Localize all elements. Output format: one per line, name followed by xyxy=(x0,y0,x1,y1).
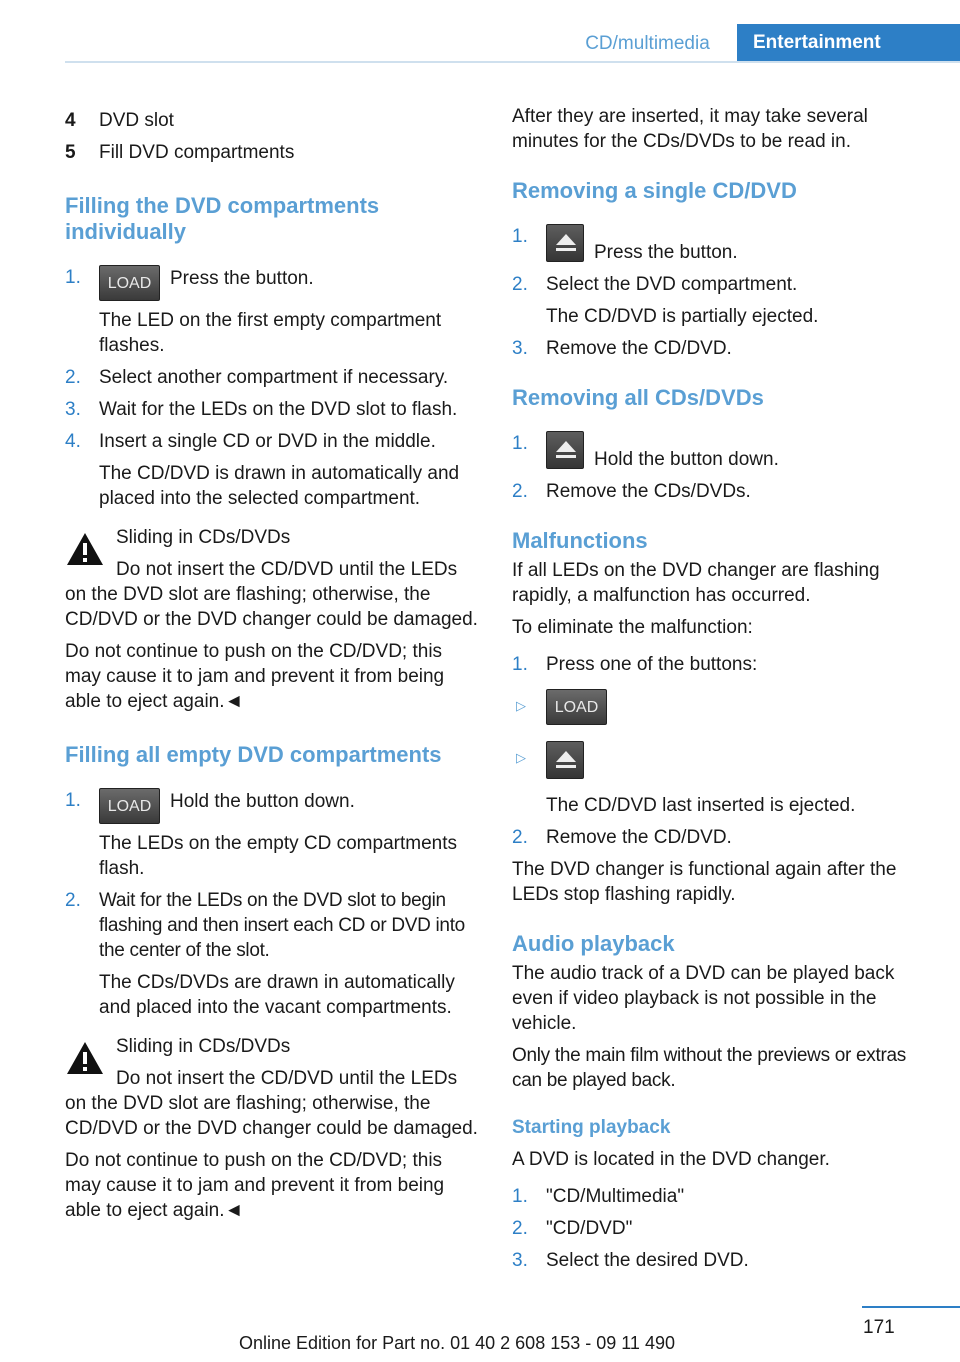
legend-item: 5 Fill DVD compartments xyxy=(65,142,295,163)
eject-button-icon xyxy=(546,224,584,262)
bullet-item xyxy=(512,689,932,729)
left-column xyxy=(65,108,483,1230)
legend-item: 4 DVD slot xyxy=(65,110,174,131)
step: 1. LOAD Press the button. The LED on the first empty compartment flashes. xyxy=(65,267,442,356)
step: 1. "CD/Multimedia" xyxy=(512,1186,685,1207)
section-heading: Filling the DVD compartments individually xyxy=(65,193,380,244)
paragraph: Only the main film without the previews or extras can be played back. xyxy=(512,1045,906,1091)
load-button-icon: LOAD xyxy=(99,788,160,824)
paragraph: After they are inserted, it may take several minutes for the CDs/DVDs to be read in. xyxy=(512,106,868,152)
section-heading: Filling all empty DVD compartments xyxy=(65,742,442,767)
step: 1. Press one of the buttons: ▷ LOAD ▷ The CD/DVD last inserted is ejected. xyxy=(512,652,932,818)
header-rule xyxy=(65,61,960,63)
bullet-triangle-icon: ▷ xyxy=(516,698,526,713)
footer-edition: Online Edition for Part no. 01 40 2 608 153 - 09 11 490 xyxy=(239,1333,675,1353)
warning-icon xyxy=(65,1040,105,1076)
step: 2. Select another compartment if necessary. xyxy=(65,367,449,388)
eject-button-icon xyxy=(546,431,584,469)
warning-note: Sliding in CDs/DVDs Do not insert the CD/DVD until the LEDs on the DVD slot are flashing; otherwise, the CD/DVD or the DVD changer could be damaged. Do not continue to push on the CD/DVD; this may cause it to jam and prevent it from being able to eject again.◄ xyxy=(65,1036,478,1221)
subsection-heading: Starting playback xyxy=(512,1117,671,1138)
eject-button-icon xyxy=(546,741,584,779)
paragraph: If all LEDs on the DVD changer are flashing rapidly, a malfunction has occurred. xyxy=(512,560,880,606)
step: 1. LOAD Hold the button down. The LEDs on the empty CD compartments flash. xyxy=(65,790,457,879)
paragraph: The DVD changer is functional again after the LEDs stop flashing rapidly. xyxy=(512,859,897,905)
step: 3. Remove the CD/DVD. xyxy=(512,338,732,359)
paragraph: A DVD is located in the DVD changer. xyxy=(512,1149,830,1170)
bullet-triangle-icon: ▷ xyxy=(516,750,526,765)
header-section-tab: CD/multimedia xyxy=(585,33,710,54)
step: 2. Select the DVD compartment. The CD/DVD is partially ejected. xyxy=(512,274,819,327)
warning-icon xyxy=(65,531,105,567)
section-heading: Removing all CDs/DVDs xyxy=(512,385,764,410)
step: 1. Hold the button down. xyxy=(512,433,779,470)
step: 4. Insert a single CD or DVD in the middle. The CD/DVD is drawn in automatically and placed into the selected compartment. xyxy=(65,431,460,509)
right-column xyxy=(512,104,932,1280)
paragraph: The audio track of a DVD can be played back even if video playback is not possible in the vehicle. xyxy=(512,963,895,1034)
step: 3. Wait for the LEDs on the DVD slot to flash. xyxy=(65,399,458,420)
paragraph: To eliminate the malfunction: xyxy=(512,617,753,638)
step: 2. Remove the CD/DVD. xyxy=(512,827,732,848)
page-number: 171 xyxy=(863,1317,895,1338)
step: 2. "CD/DVD" xyxy=(512,1218,633,1239)
step: 3. Select the desired DVD. xyxy=(512,1250,749,1271)
section-heading: Malfunctions xyxy=(512,528,648,553)
load-button-icon: LOAD xyxy=(99,265,160,301)
step: 2. Remove the CDs/DVDs. xyxy=(512,481,751,502)
step: 1. Press the button. xyxy=(512,226,738,263)
warning-note: Sliding in CDs/DVDs Do not insert the CD/DVD until the LEDs on the DVD slot are flashing; otherwise, the CD/DVD or the DVD changer could be damaged. Do not continue to push on the CD/DVD; this may cause it to jam and prevent it from being able to eject again.◄ xyxy=(65,527,478,712)
load-button-icon: LOAD xyxy=(546,689,607,725)
footer-rule xyxy=(862,1306,960,1308)
header-chapter-tab: Entertainment xyxy=(737,24,960,61)
section-heading: Removing a single CD/DVD xyxy=(512,178,797,203)
section-heading: Audio playback xyxy=(512,931,675,956)
bullet-item xyxy=(512,741,932,781)
step: 2. Wait for the LEDs on the DVD slot to begin flashing and then insert each CD or DVD into the center of the slot. The CDs/DVDs are drawn in automatically and placed into the vacant compartments. xyxy=(65,890,465,1018)
